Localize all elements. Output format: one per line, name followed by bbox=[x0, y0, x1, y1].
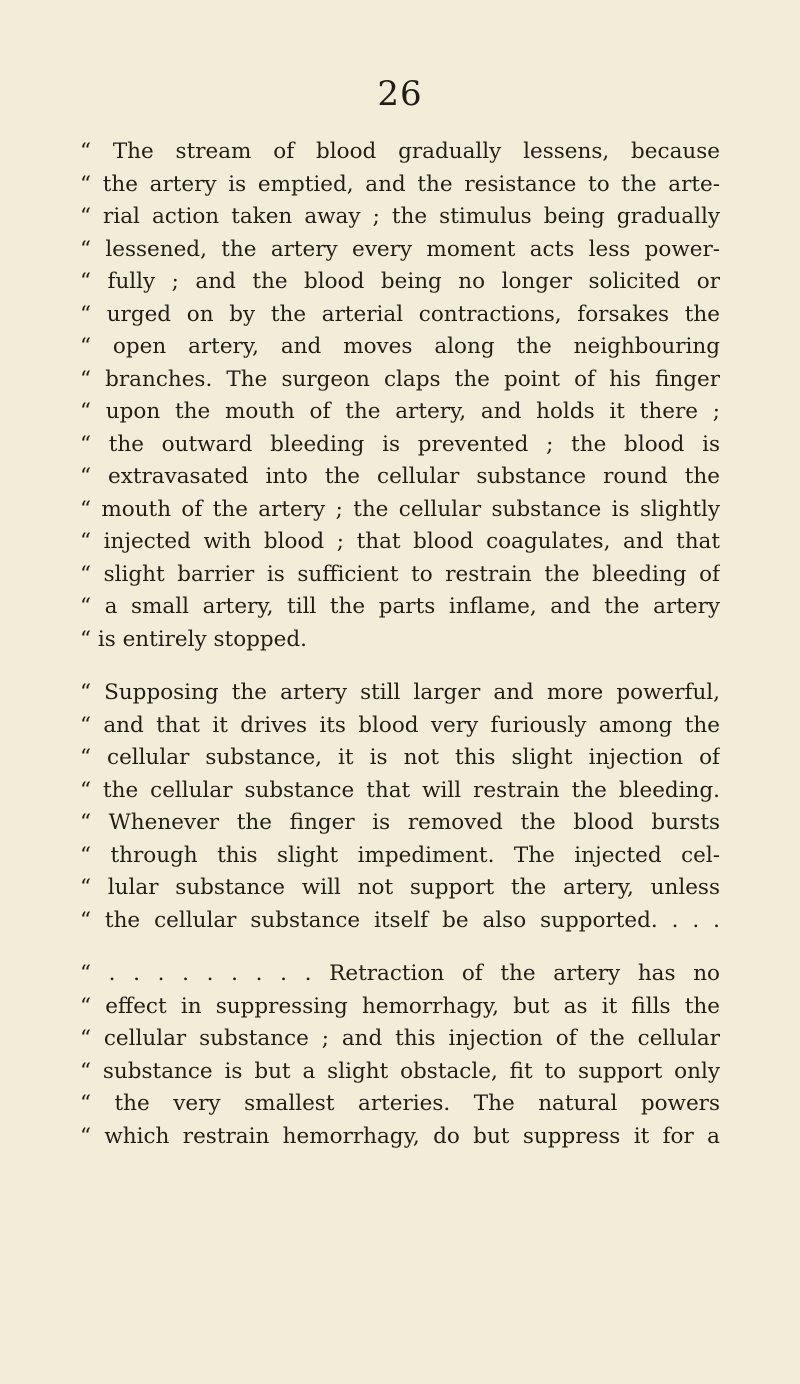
text-line: “ substance is but a slight obstacle, fit to support only bbox=[80, 1058, 720, 1084]
text-line: “ urged on by the arterial contractions, forsakes the bbox=[80, 301, 720, 327]
text-line: “ branches. The surgeon claps the point of his finger bbox=[80, 366, 720, 392]
text-line: “ The stream of blood gradually lessens, because bbox=[80, 139, 720, 164]
text-line: “ through this slight impediment. The injected cel- bbox=[80, 842, 720, 868]
text-line: “ mouth of the artery ; the cellular substance is slightly bbox=[80, 496, 720, 522]
text-line: “ upon the mouth of the artery, and holds it there ; bbox=[80, 399, 720, 424]
text-line: “ cellular substance, it is not this slight injection of bbox=[80, 745, 720, 770]
text-line: “ lessened, the artery every moment acts less power- bbox=[80, 236, 720, 262]
text-line: “ cellular substance ; and this injection of the cellular bbox=[80, 1026, 720, 1051]
text-line: “ . . . . . . . . . Retraction of the artery has no bbox=[80, 961, 720, 986]
paragraph-3 bbox=[80, 958, 720, 1153]
text-line: “ Whenever the finger is removed the blood bursts bbox=[80, 810, 720, 835]
text-line: “ the very smallest arteries. The natural powers bbox=[80, 1091, 720, 1116]
text-line: “ the artery is emptied, and the resistance to the arte- bbox=[80, 171, 720, 197]
text-line: “ the outward bleeding is prevented ; the blood is bbox=[80, 431, 720, 457]
text-line: “ is entirely stopped. bbox=[80, 626, 307, 652]
text-line: “ open artery, and moves along the neighbouring bbox=[80, 334, 720, 359]
text-line: “ effect in suppressing hemorrhagy, but as it fills the bbox=[80, 993, 720, 1019]
text-line: “ which restrain hemorrhagy, do but suppress it for a bbox=[80, 1123, 720, 1149]
paragraph-1 bbox=[80, 136, 720, 656]
text-line: “ injected with blood ; that blood coagulates, and that bbox=[80, 529, 720, 554]
text-line: “ fully ; and the blood being no longer solicited or bbox=[80, 269, 720, 294]
text-line: “ and that it drives its blood very furiously among the bbox=[80, 712, 720, 738]
text-line: “ slight barrier is sufficient to restrain the bleeding of bbox=[80, 561, 720, 587]
text-line: “ the cellular substance itself be also supported. . . . bbox=[80, 907, 720, 933]
page-number: 26 bbox=[377, 74, 423, 114]
text-line: “ the cellular substance that will restrain the bleeding. bbox=[80, 777, 720, 803]
text-line: “ lular substance will not support the artery, unless bbox=[80, 875, 720, 900]
text-line: “ a small artery, till the parts inflame, and the artery bbox=[80, 594, 720, 619]
text-line: “ extravasated into the cellular substance round the bbox=[80, 464, 720, 489]
paragraph-2 bbox=[80, 677, 720, 937]
page-text bbox=[80, 136, 720, 1174]
text-line: “ Supposing the artery still larger and more powerful, bbox=[80, 680, 720, 705]
text-line: “ rial action taken away ; the stimulus being gradually bbox=[80, 204, 720, 229]
